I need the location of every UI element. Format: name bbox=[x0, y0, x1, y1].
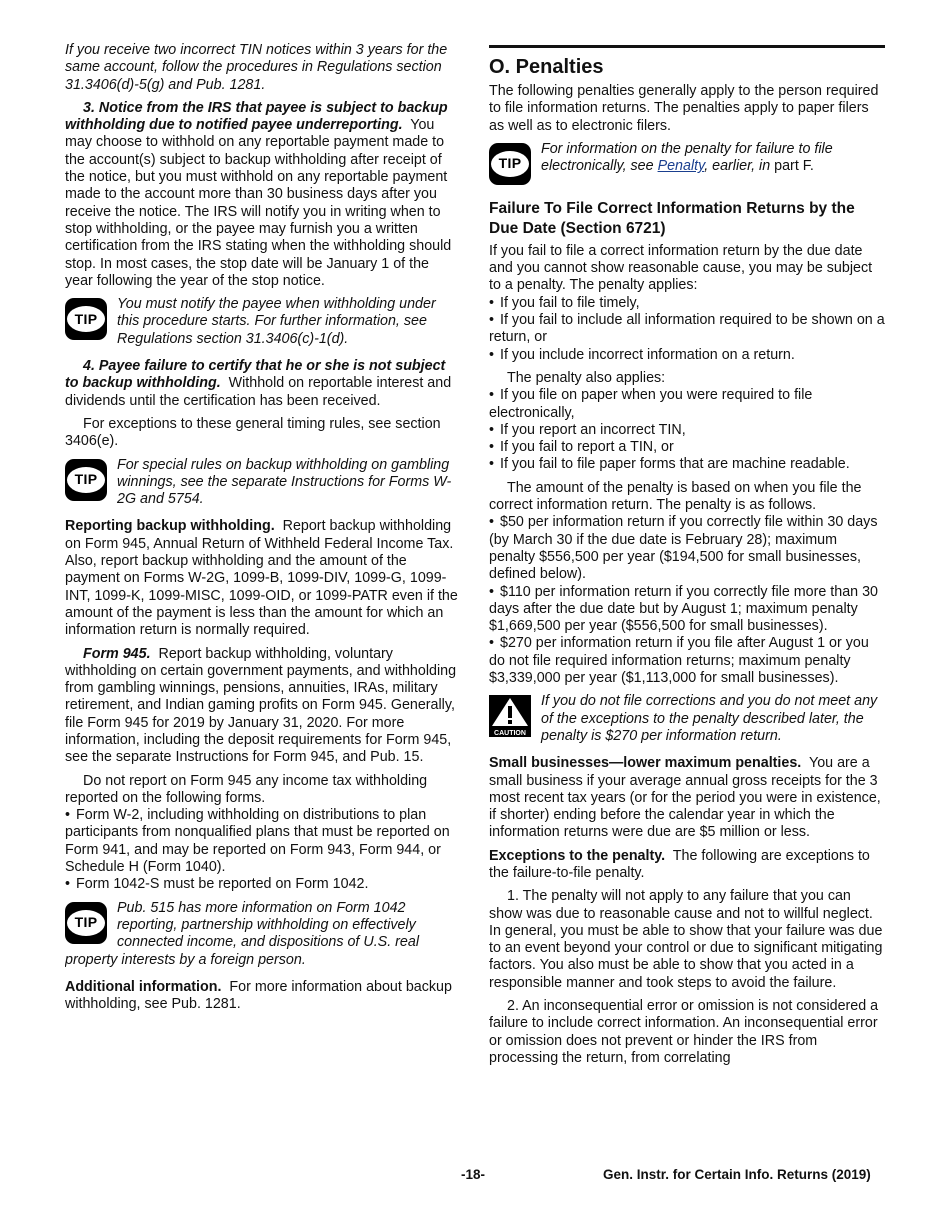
penalty-also-applies: The penalty also applies: bbox=[507, 369, 666, 386]
do-not-report-paragraph: Do not report on Form 945 any income tax withholding reported on the following forms. bbox=[65, 772, 428, 806]
tip-icon bbox=[65, 459, 107, 501]
notice-irs-body: You may choose to withhold on any reportable payment made to the account(s) subject to backup withholding after receipt of the notice, but you must withhold on any reportable payment made to the account more than 30 business days after you receive the notice. The IRS will notify you in writing when to stop withholding, or the payee may furnish you a written certification from the IRS stating when the withholding should stop. In most cases, the stop date will be January 1 of the year following the year of the stop notice. bbox=[65, 117, 452, 289]
list-item: • $110 per information return if you correctly file more than 30 days after the due date but by August 1; maximum penalty $1,669,500 per year ($556,500 for small businesses). bbox=[489, 584, 885, 636]
tin-notice-paragraph: If you receive two incorrect TIN notices within 3 years for the same account, follow the procedures in Regulations section 31.3406(d)-5(g) and Pub. 1281. bbox=[65, 42, 448, 93]
tip-text-part: part F. bbox=[774, 158, 814, 175]
list-item: • If you fail to file timely, bbox=[489, 295, 885, 312]
caution-box bbox=[489, 693, 885, 745]
page-number: -18- bbox=[461, 1167, 486, 1182]
payee-failure-heading: 4. Payee failure to certify that he or she is not subject to backup withholding. bbox=[65, 358, 446, 392]
exception-2: 2. An inconsequential error or omission is not considered a failure to include correct information. An inconsequential error or omission does not prevent or hinder the IRS from processing the return, from correlating bbox=[489, 998, 879, 1066]
exceptions-heading: Exceptions to the penalty. bbox=[489, 847, 666, 864]
form945-body: Report backup withholding, voluntary withholding on certain government payments, and withholding from gambling winnings, pensions, annuities, IRAs, military retirement, and Indian gaming profits on Form 945. Generally, file Form 945 for 2019 by January 31, 2020. For more information, including the deposit requirements for Form 945, see the separate Instructions for Form 945, and Pub. 15. bbox=[65, 645, 457, 766]
failure-to-file-heading: Failure To File Correct Information Returns by the Due Date (Section 6721) bbox=[489, 199, 855, 237]
exceptions-timing-paragraph: For exceptions to these general timing rules, see section 3406(e). bbox=[65, 415, 441, 450]
reporting-backup-paragraph bbox=[65, 518, 460, 639]
exception-1: 1. The penalty will not apply to any failure that you can show was due to reasonable cause and not to willful neglect. In general, you must be able to show that your failure was due to an event beyond your control or due to significant mitigating factors. You also must be able to show that you acted in a responsible manner and took steps to avoid the failure. bbox=[489, 888, 883, 991]
list-item: • Form 1042-S must be reported on Form 1042. bbox=[65, 876, 460, 893]
small-business-body: You are a small business if your average annual gross receipts for the 3 most recent tax years (or for the period you were in existence, if shorter) ending before the calendar year in which the information returns were due are $5 million or less. bbox=[489, 755, 881, 841]
reporting-backup-heading: Reporting backup withholding. bbox=[65, 518, 275, 535]
form945-paragraph bbox=[65, 646, 460, 767]
notice-irs-heading: 3. Notice from the IRS that payee is subject to backup withholding due to notified payee underreporting. bbox=[65, 99, 448, 134]
tip-icon-label: TIP bbox=[67, 467, 105, 493]
payee-failure-paragraph bbox=[65, 358, 460, 410]
caution-icon bbox=[489, 695, 531, 742]
tip-text: Pub. 515 has more information on Form 1042 reporting, partnership withholding on effectively connected income, and dispositions of U.S. real property interests by a foreign person. bbox=[65, 899, 419, 968]
tip-text: You must notify the payee when withholding under this procedure starts. For further information, see Regulations section 31.3406(c)-1(d). bbox=[117, 296, 436, 347]
additional-info-heading: Additional information. bbox=[65, 978, 222, 995]
caution-label: CAUTION bbox=[494, 730, 526, 738]
tip-box-pub515 bbox=[65, 900, 460, 969]
list-item: • If you fail to include all information required to be shown on a return, or bbox=[489, 312, 885, 347]
list-item: • If you file on paper when you were required to file electronically, bbox=[489, 387, 885, 422]
additional-info-body: For more information about backup withholding, see Pub. 1281. bbox=[65, 978, 452, 1013]
tip-text bbox=[489, 141, 885, 176]
list-item: • $270 per information return if you file after August 1 or you do not file required information returns; maximum penalty $3,339,000 per year ($1,113,000 for small businesses). bbox=[489, 635, 885, 687]
section-heading: O. Penalties bbox=[489, 56, 604, 78]
small-business-paragraph bbox=[489, 755, 885, 841]
penalty-amount-paragraph: The amount of the penalty is based on when you file the correct information return. The penalty is as follows. bbox=[489, 479, 862, 514]
form945-heading: Form 945. bbox=[83, 645, 151, 662]
list-item: • Form W-2, including withholding on distributions to plan participants from nonqualified plans that must be reported on Form 941, and may be reported on Form 943, Form 944, or Schedule H (Form 1040). bbox=[65, 807, 460, 876]
tip-icon bbox=[489, 143, 531, 185]
exceptions-body: The following are exceptions to the failure-to-file penalty. bbox=[489, 847, 870, 881]
caution-text: If you do not file corrections and you do not meet any of the exceptions to the penalty described later, the penalty is $270 per information return. bbox=[541, 693, 878, 744]
list-item: • If you fail to report a TIN, or bbox=[489, 439, 885, 456]
list-item: • If you fail to file paper forms that are machine readable. bbox=[489, 456, 885, 473]
footer-title: Gen. Instr. for Certain Info. Returns (2019) bbox=[603, 1167, 871, 1182]
right-column bbox=[489, 42, 885, 1073]
small-business-heading: Small businesses—lower maximum penalties. bbox=[489, 755, 802, 772]
notice-irs-paragraph bbox=[65, 100, 460, 290]
reporting-backup-body: Report backup withholding on Form 945, Annual Return of Withheld Federal Income Tax. Also, report backup withholding and the amount of the payment on Forms W-2G, 1099-B, 1099-DIV, 1099-G, 1099-INT, 1099-K, 1099-MISC, 1099-OID, or 1099-PATR even if the amount of the payment is less than the amount for which an information return is normally required. bbox=[65, 518, 458, 639]
section-rule bbox=[489, 45, 885, 48]
tip-text: For special rules on backup withholding on gambling winnings, see the separate Instructions for Forms W-2G and 5754. bbox=[117, 456, 452, 508]
tip-box-notify-payee bbox=[65, 296, 460, 348]
list-item: • If you include incorrect information on a return. bbox=[489, 347, 885, 364]
penalties-intro: The following penalties generally apply to the person required to file information returns. The penalties apply to paper filers as well as to electronic filers. bbox=[489, 83, 879, 134]
tip-icon-label: TIP bbox=[67, 306, 105, 332]
penalty-link[interactable]: Penalty bbox=[657, 158, 705, 175]
payee-failure-body: Withhold on reportable interest and dividends until the certification has been received. bbox=[65, 375, 452, 409]
list-item: • If you report an incorrect TIN, bbox=[489, 422, 885, 439]
tip-icon bbox=[65, 298, 107, 340]
tip-text-part: For information on the penalty for failure to file electronically, see bbox=[541, 140, 833, 175]
tip-icon-label: TIP bbox=[491, 151, 529, 177]
tip-icon-label: TIP bbox=[67, 910, 105, 936]
failure-intro: If you fail to file a correct information return by the due date and you cannot show reasonable cause, you may be subject to a penalty. The penalty applies: bbox=[489, 242, 873, 294]
left-column bbox=[65, 42, 460, 1019]
list-item: • $50 per information return if you correctly file within 30 days (by March 30 if the due date is February 28); maximum penalty $556,500 per year ($194,500 for small businesses, defined below). bbox=[489, 514, 885, 583]
tip-text-part: , earlier, in bbox=[704, 158, 771, 175]
tip-box-gambling bbox=[65, 457, 460, 509]
exceptions-paragraph bbox=[489, 848, 885, 883]
additional-info-paragraph bbox=[65, 979, 460, 1014]
tip-icon bbox=[65, 902, 107, 944]
caution-triangle-icon bbox=[489, 695, 531, 737]
tip-box-electronic bbox=[489, 141, 885, 187]
